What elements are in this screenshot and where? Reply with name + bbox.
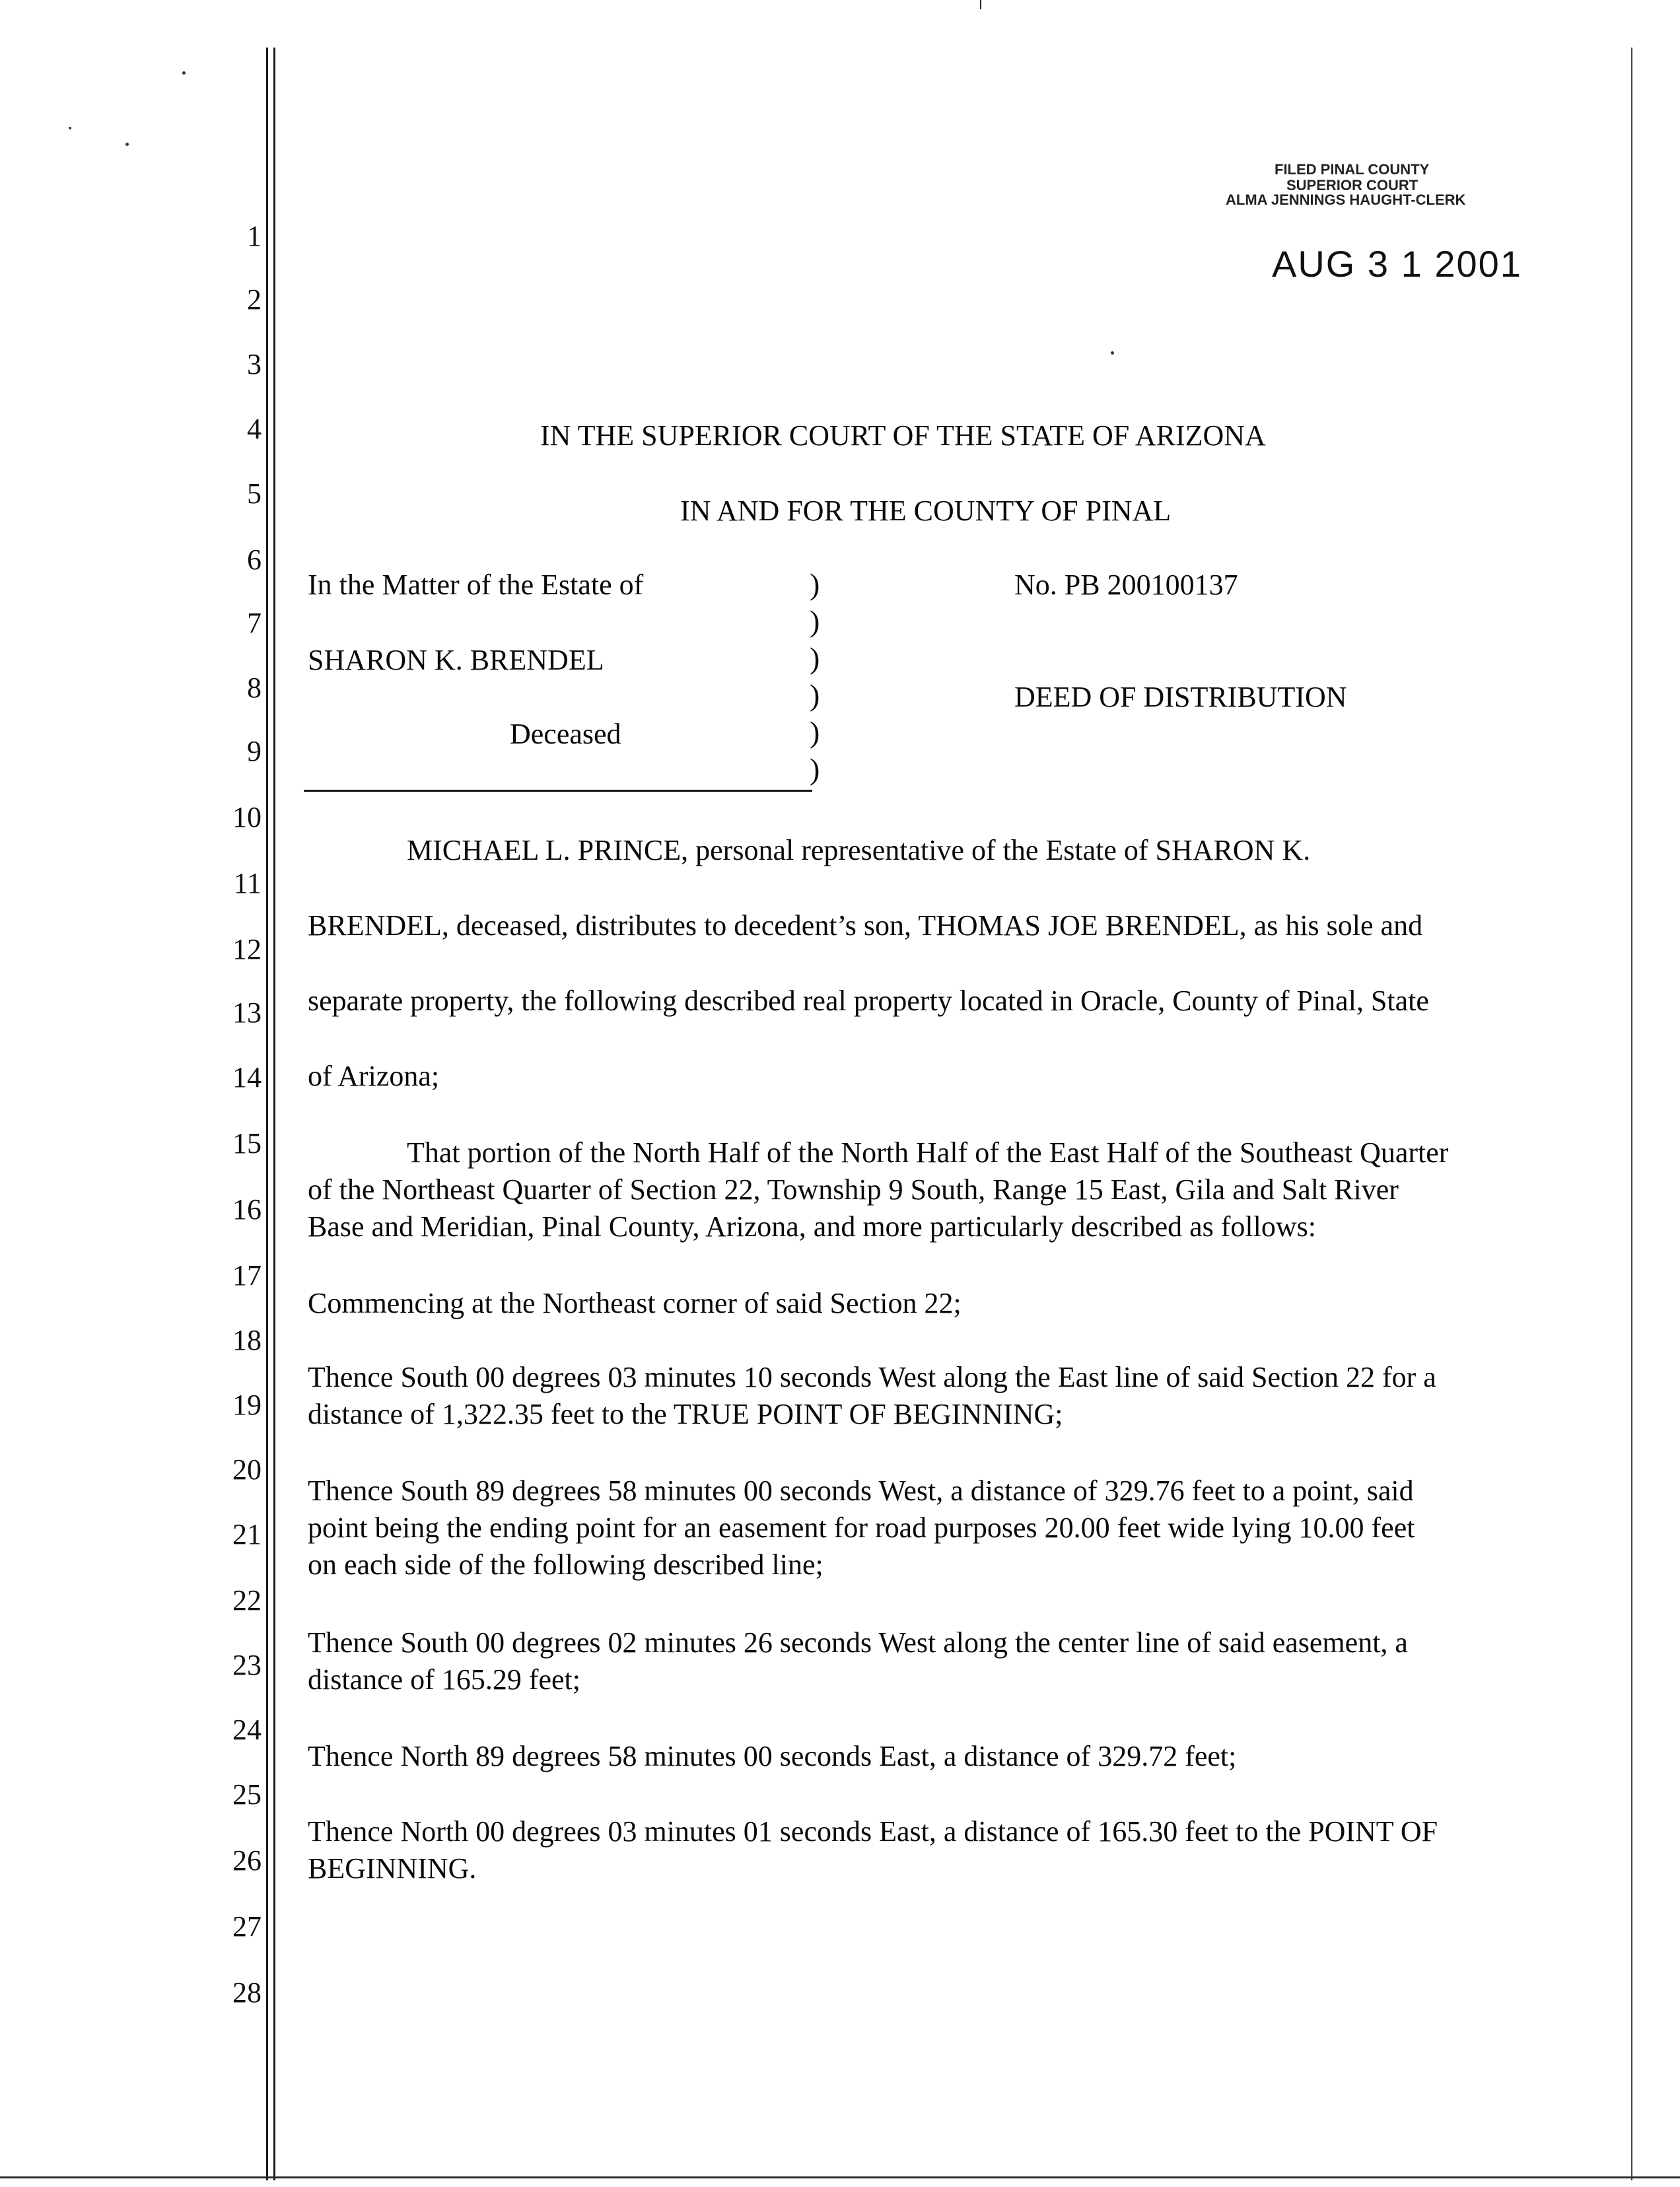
court-heading: IN THE SUPERIOR COURT OF THE STATE OF ARIZONA xyxy=(540,419,1266,452)
caption-deceased-label: Deceased xyxy=(510,718,621,750)
line-number: 8 xyxy=(247,672,262,704)
body-text-line: separate property, the following described real property located in Oracle, County of Pinal, State xyxy=(308,985,1429,1017)
scan-speck xyxy=(1111,351,1114,355)
line-number: 7 xyxy=(247,607,262,639)
legal-description-line: on each side of the following described line; xyxy=(308,1548,823,1581)
document-title: DEED OF DISTRIBUTION xyxy=(1014,681,1347,713)
line-number: 26 xyxy=(232,1844,262,1877)
line-number: 20 xyxy=(232,1453,262,1486)
line-number: 16 xyxy=(232,1193,262,1226)
line-number: 17 xyxy=(232,1259,262,1292)
caption-paren: ) xyxy=(810,641,820,675)
line-number: 3 xyxy=(247,348,262,380)
top-tick-mark xyxy=(980,0,981,9)
line-number: 5 xyxy=(247,477,262,510)
legal-description-line: Thence North 00 degrees 03 minutes 01 seconds East, a distance of 165.30 feet to the POINT OF xyxy=(308,1815,1438,1848)
line-number: 9 xyxy=(247,735,262,767)
left-margin-rule xyxy=(266,48,268,2180)
scan-speck xyxy=(125,143,129,146)
caption-decedent-name: SHARON K. BRENDEL xyxy=(308,644,604,676)
filed-stamp-line2: SUPERIOR COURT xyxy=(1286,177,1418,193)
line-number: 13 xyxy=(232,996,262,1029)
caption-paren: ) xyxy=(810,678,820,712)
legal-description-line: of the Northeast Quarter of Section 22, Township 9 South, Range 15 East, Gila and Salt River xyxy=(308,1173,1399,1206)
line-number: 27 xyxy=(232,1910,262,1943)
caption-matter: In the Matter of the Estate of xyxy=(308,569,644,601)
body-text-line: MICHAEL L. PRINCE, personal representative of the Estate of SHARON K. xyxy=(407,834,1311,866)
line-number: 24 xyxy=(232,1714,262,1746)
court-county-heading: IN AND FOR THE COUNTY OF PINAL xyxy=(680,495,1172,527)
legal-description-line: distance of 165.29 feet; xyxy=(308,1663,580,1696)
legal-description-line: distance of 1,322.35 feet to the TRUE POINT OF BEGINNING; xyxy=(308,1398,1063,1430)
filed-stamp-date: AUG 3 1 2001 xyxy=(1272,243,1522,285)
line-number: 11 xyxy=(233,867,262,899)
line-number: 14 xyxy=(232,1061,262,1094)
caption-paren: ) xyxy=(810,752,820,786)
line-number: 10 xyxy=(232,801,262,833)
bottom-rule xyxy=(0,2176,1680,2178)
case-number: No. PB 200100137 xyxy=(1014,569,1238,601)
line-number: 21 xyxy=(232,1518,262,1550)
legal-description-line: Thence North 89 degrees 58 minutes 00 seconds East, a distance of 329.72 feet; xyxy=(308,1740,1237,1772)
line-number: 19 xyxy=(232,1389,262,1421)
caption-paren: ) xyxy=(810,715,820,749)
legal-description-line: BEGINNING. xyxy=(308,1852,477,1885)
legal-description-line: That portion of the North Half of the North Half of the East Half of the Southeast Quarter xyxy=(407,1136,1449,1169)
legal-description-line: point being the ending point for an easement for road purposes 20.00 feet wide lying 10.00 feet xyxy=(308,1511,1415,1544)
scan-speck xyxy=(69,127,71,129)
legal-description-line: Thence South 00 degrees 02 minutes 26 seconds West along the center line of said easement, a xyxy=(308,1626,1408,1659)
line-number: 1 xyxy=(247,220,262,252)
caption-underline xyxy=(304,790,812,792)
right-margin-rule xyxy=(1631,48,1632,2180)
body-text-line: of Arizona; xyxy=(308,1060,440,1092)
legal-description-line: Thence South 89 degrees 58 minutes 00 seconds West, a distance of 329.76 feet to a point, said xyxy=(308,1475,1414,1507)
legal-description-line: Base and Meridian, Pinal County, Arizona, and more particularly described as follows: xyxy=(308,1210,1316,1243)
left-margin-rule-inner xyxy=(273,48,275,2180)
caption-paren: ) xyxy=(810,567,820,601)
filed-stamp-line3: ALMA JENNINGS HAUGHT-CLERK xyxy=(1226,191,1466,208)
line-number: 18 xyxy=(232,1324,262,1356)
line-number: 2 xyxy=(247,283,262,316)
scan-speck xyxy=(182,71,186,75)
line-number: 23 xyxy=(232,1649,262,1681)
legal-description-line: Thence South 00 degrees 03 minutes 10 seconds West along the East line of said Section 22 for a xyxy=(308,1361,1436,1393)
filed-stamp-line1: FILED PINAL COUNTY xyxy=(1275,161,1430,178)
line-number: 15 xyxy=(232,1127,262,1160)
line-number: 28 xyxy=(232,1976,262,2009)
legal-description-line: Commencing at the Northeast corner of said Section 22; xyxy=(308,1287,962,1319)
line-number: 6 xyxy=(247,543,262,576)
caption-paren: ) xyxy=(810,604,820,638)
line-number: 22 xyxy=(232,1584,262,1616)
line-number: 12 xyxy=(232,933,262,965)
line-number: 4 xyxy=(247,413,262,445)
line-number: 25 xyxy=(232,1778,262,1811)
body-text-line: BRENDEL, deceased, distributes to decedent’s son, THOMAS JOE BRENDEL, as his sole and xyxy=(308,909,1423,942)
